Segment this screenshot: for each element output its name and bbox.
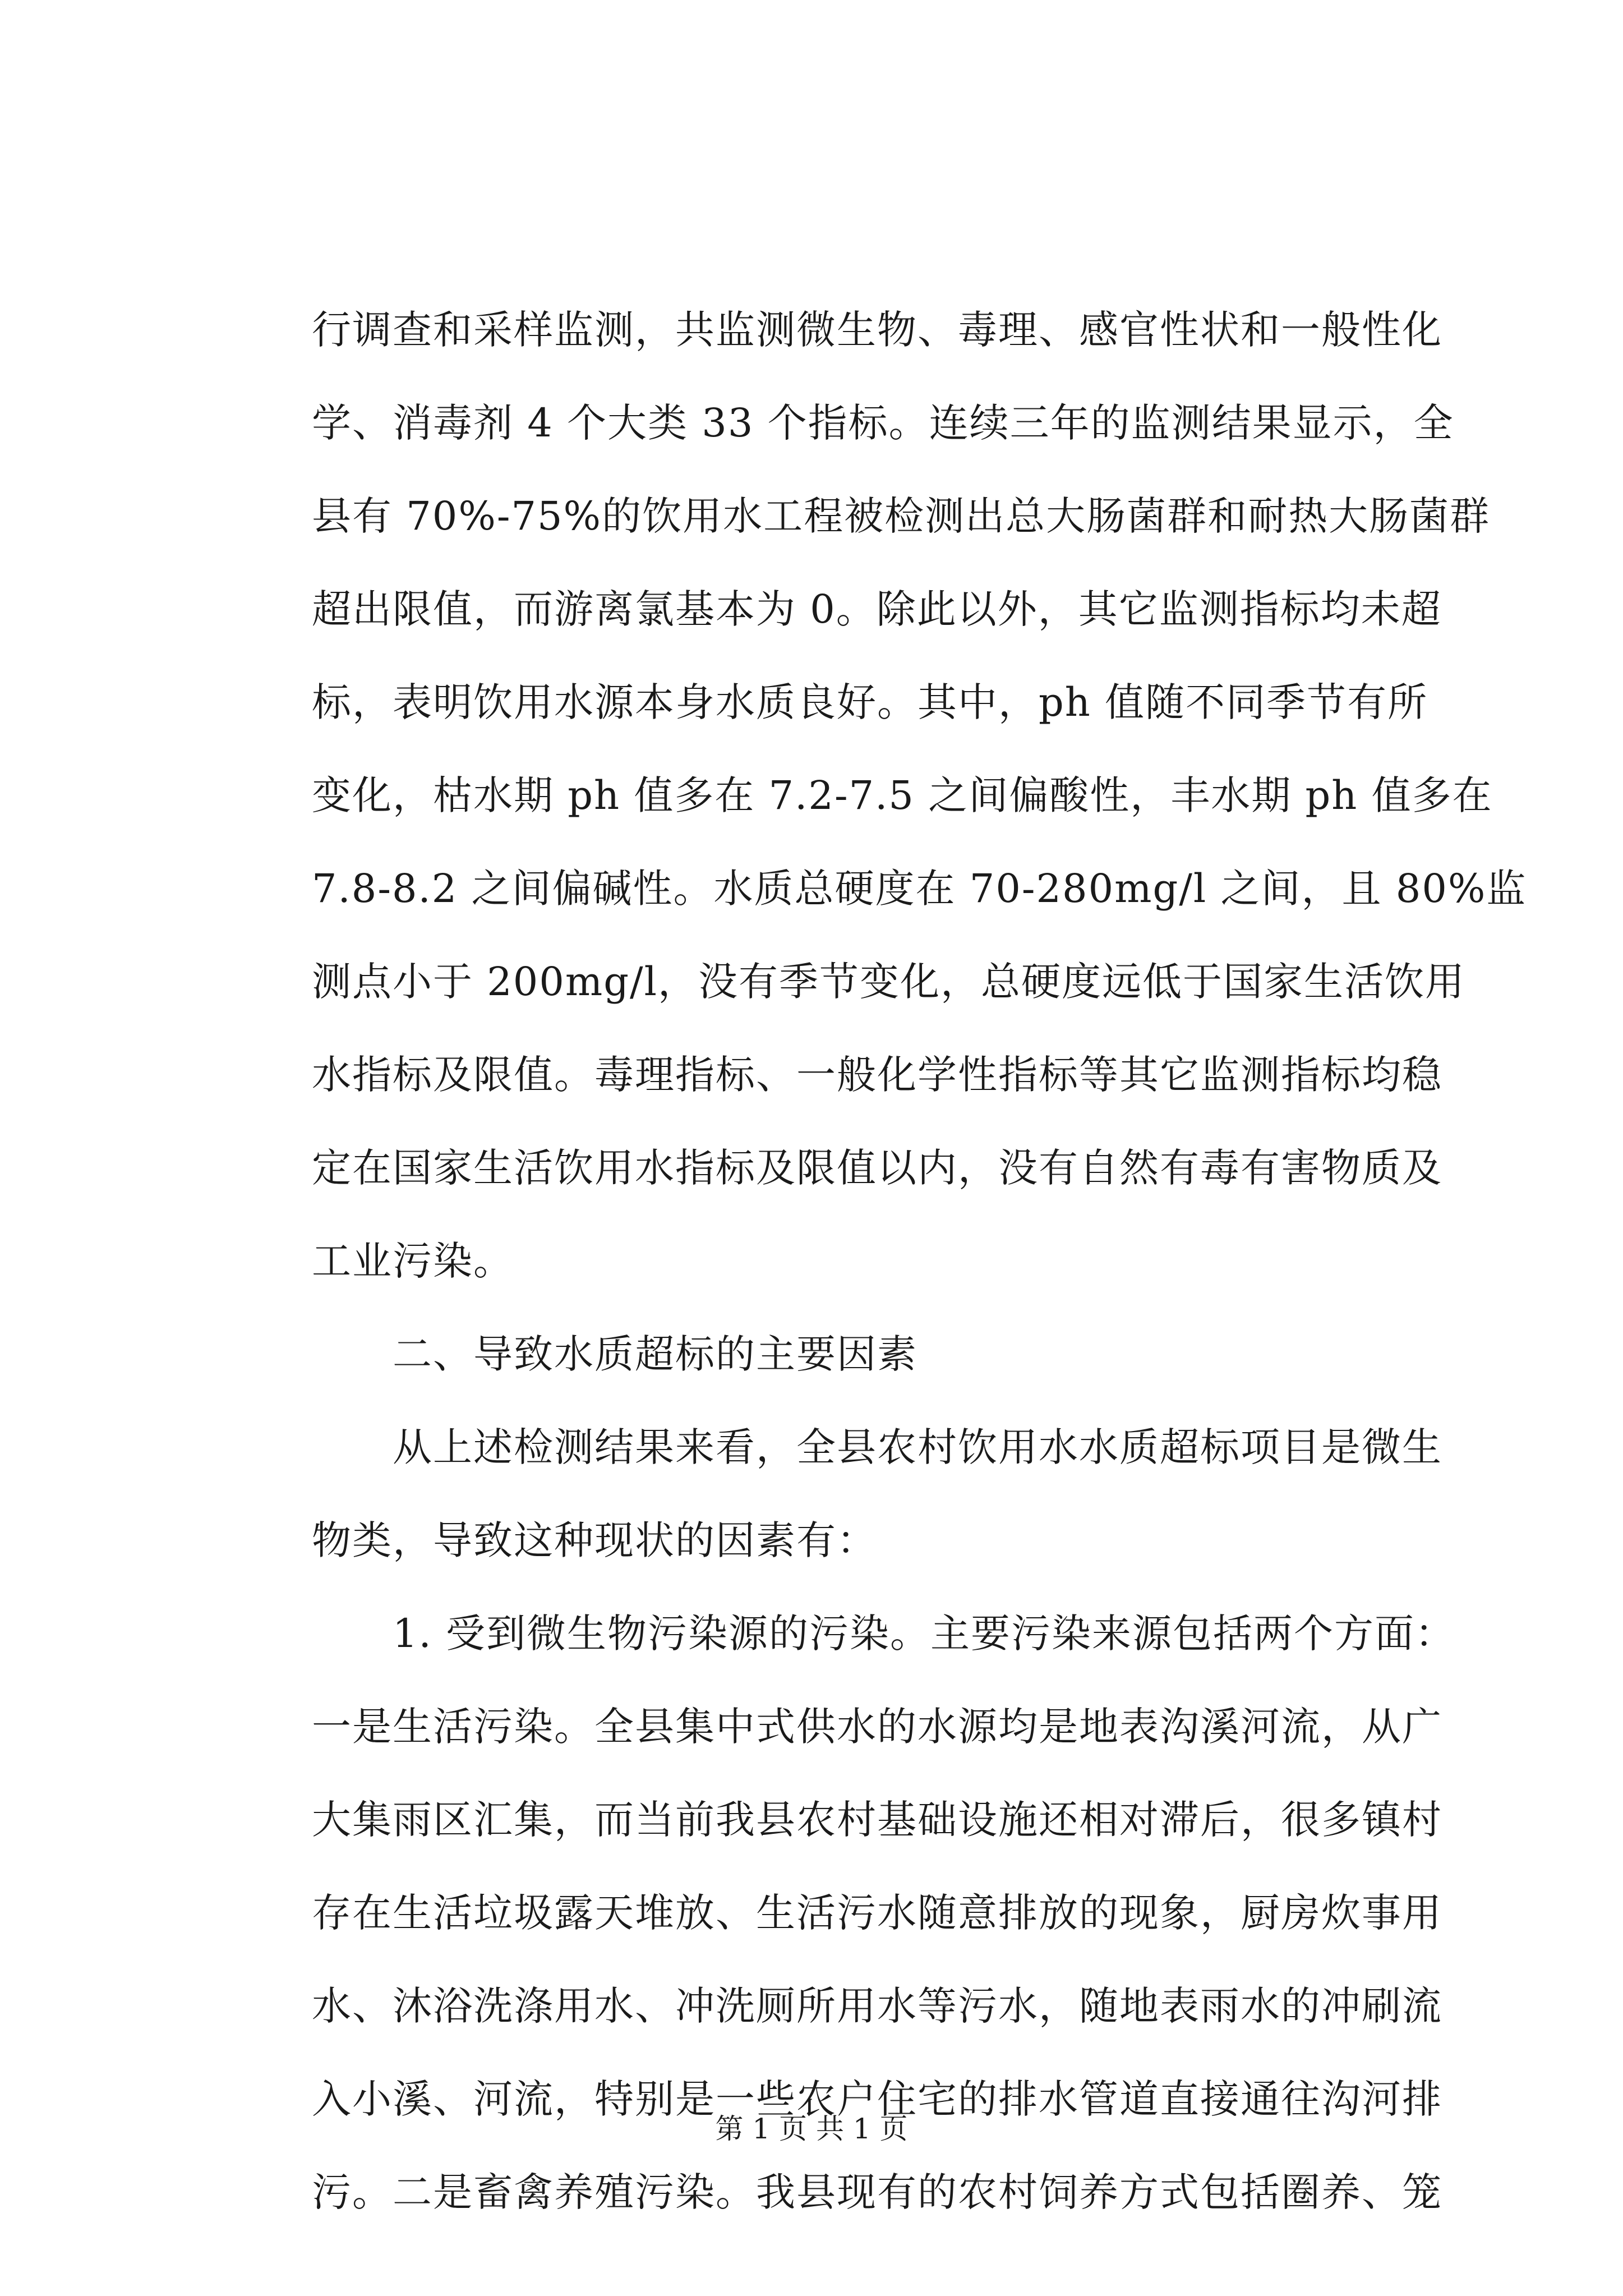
body-text	[312, 283, 1527, 2239]
text-line: 1. 受到微生物污染源的污染。主要污染来源包括两个方面：	[312, 1611, 1456, 1657]
text-line: 水、沐浴洗涤用水、冲洗厕所用水等污水，随地表雨水的冲刷流	[312, 1983, 1442, 2029]
text-line: 行调查和采样监测，共监测微生物、毒理、感官性状和一般性化	[312, 307, 1442, 353]
text-line: 县有 70%-75%的饮用水工程被检测出总大肠菌群和耐热大肠菌群	[312, 493, 1491, 539]
page-footer	[0, 2106, 1623, 2151]
text-line: 工业污染。	[312, 1238, 514, 1284]
text-line: 学、消毒剂 4 个大类 33 个指标。连续三年的监测结果显示，全	[312, 400, 1454, 446]
page-number-label: 第 1 页 共 1 页	[715, 2113, 908, 2145]
text-line: 污。二是畜禽养殖污染。我县现有的农村饲养方式包括圈养、笼	[312, 2169, 1442, 2215]
text-line: 物类，导致这种现状的因素有：	[312, 1517, 877, 1563]
text-line: 入小溪、河流，特别是一些农户住宅的排水管道直接通往沟河排	[312, 2076, 1442, 2122]
text-line: 大集雨区汇集，而当前我县农村基础设施还相对滞后，很多镇村	[312, 1797, 1442, 1843]
text-line: 测点小于 200mg/l，没有季节变化，总硬度远低于国家生活饮用	[312, 959, 1466, 1005]
text-line: 超出限值，而游离氯基本为 0。除此以外，其它监测指标均未超	[312, 586, 1442, 632]
section-heading: 二、导致水质超标的主要因素	[312, 1331, 917, 1377]
text-line: 定在国家生活饮用水指标及限值以内，没有自然有毒有害物质及	[312, 1145, 1442, 1191]
text-line: 存在生活垃圾露天堆放、生活污水随意排放的现象，厨房炊事用	[312, 1890, 1442, 1936]
text-line: 标，表明饮用水源本身水质良好。其中，ph 值随不同季节有所	[312, 679, 1428, 725]
text-line: 变化，枯水期 ph 值多在 7.2-7.5 之间偏酸性，丰水期 ph 值多在	[312, 772, 1493, 818]
text-line: 一是生活污染。全县集中式供水的水源均是地表沟溪河流，从广	[312, 1704, 1442, 1750]
text-line: 7.8-8.2 之间偏碱性。水质总硬度在 70-280mg/l 之间，且 80%监	[312, 866, 1527, 912]
text-line: 从上述检测结果来看，全县农村饮用水水质超标项目是微生	[312, 1424, 1442, 1470]
text-line: 水指标及限值。毒理指标、一般化学性指标等其它监测指标均稳	[312, 1052, 1442, 1098]
